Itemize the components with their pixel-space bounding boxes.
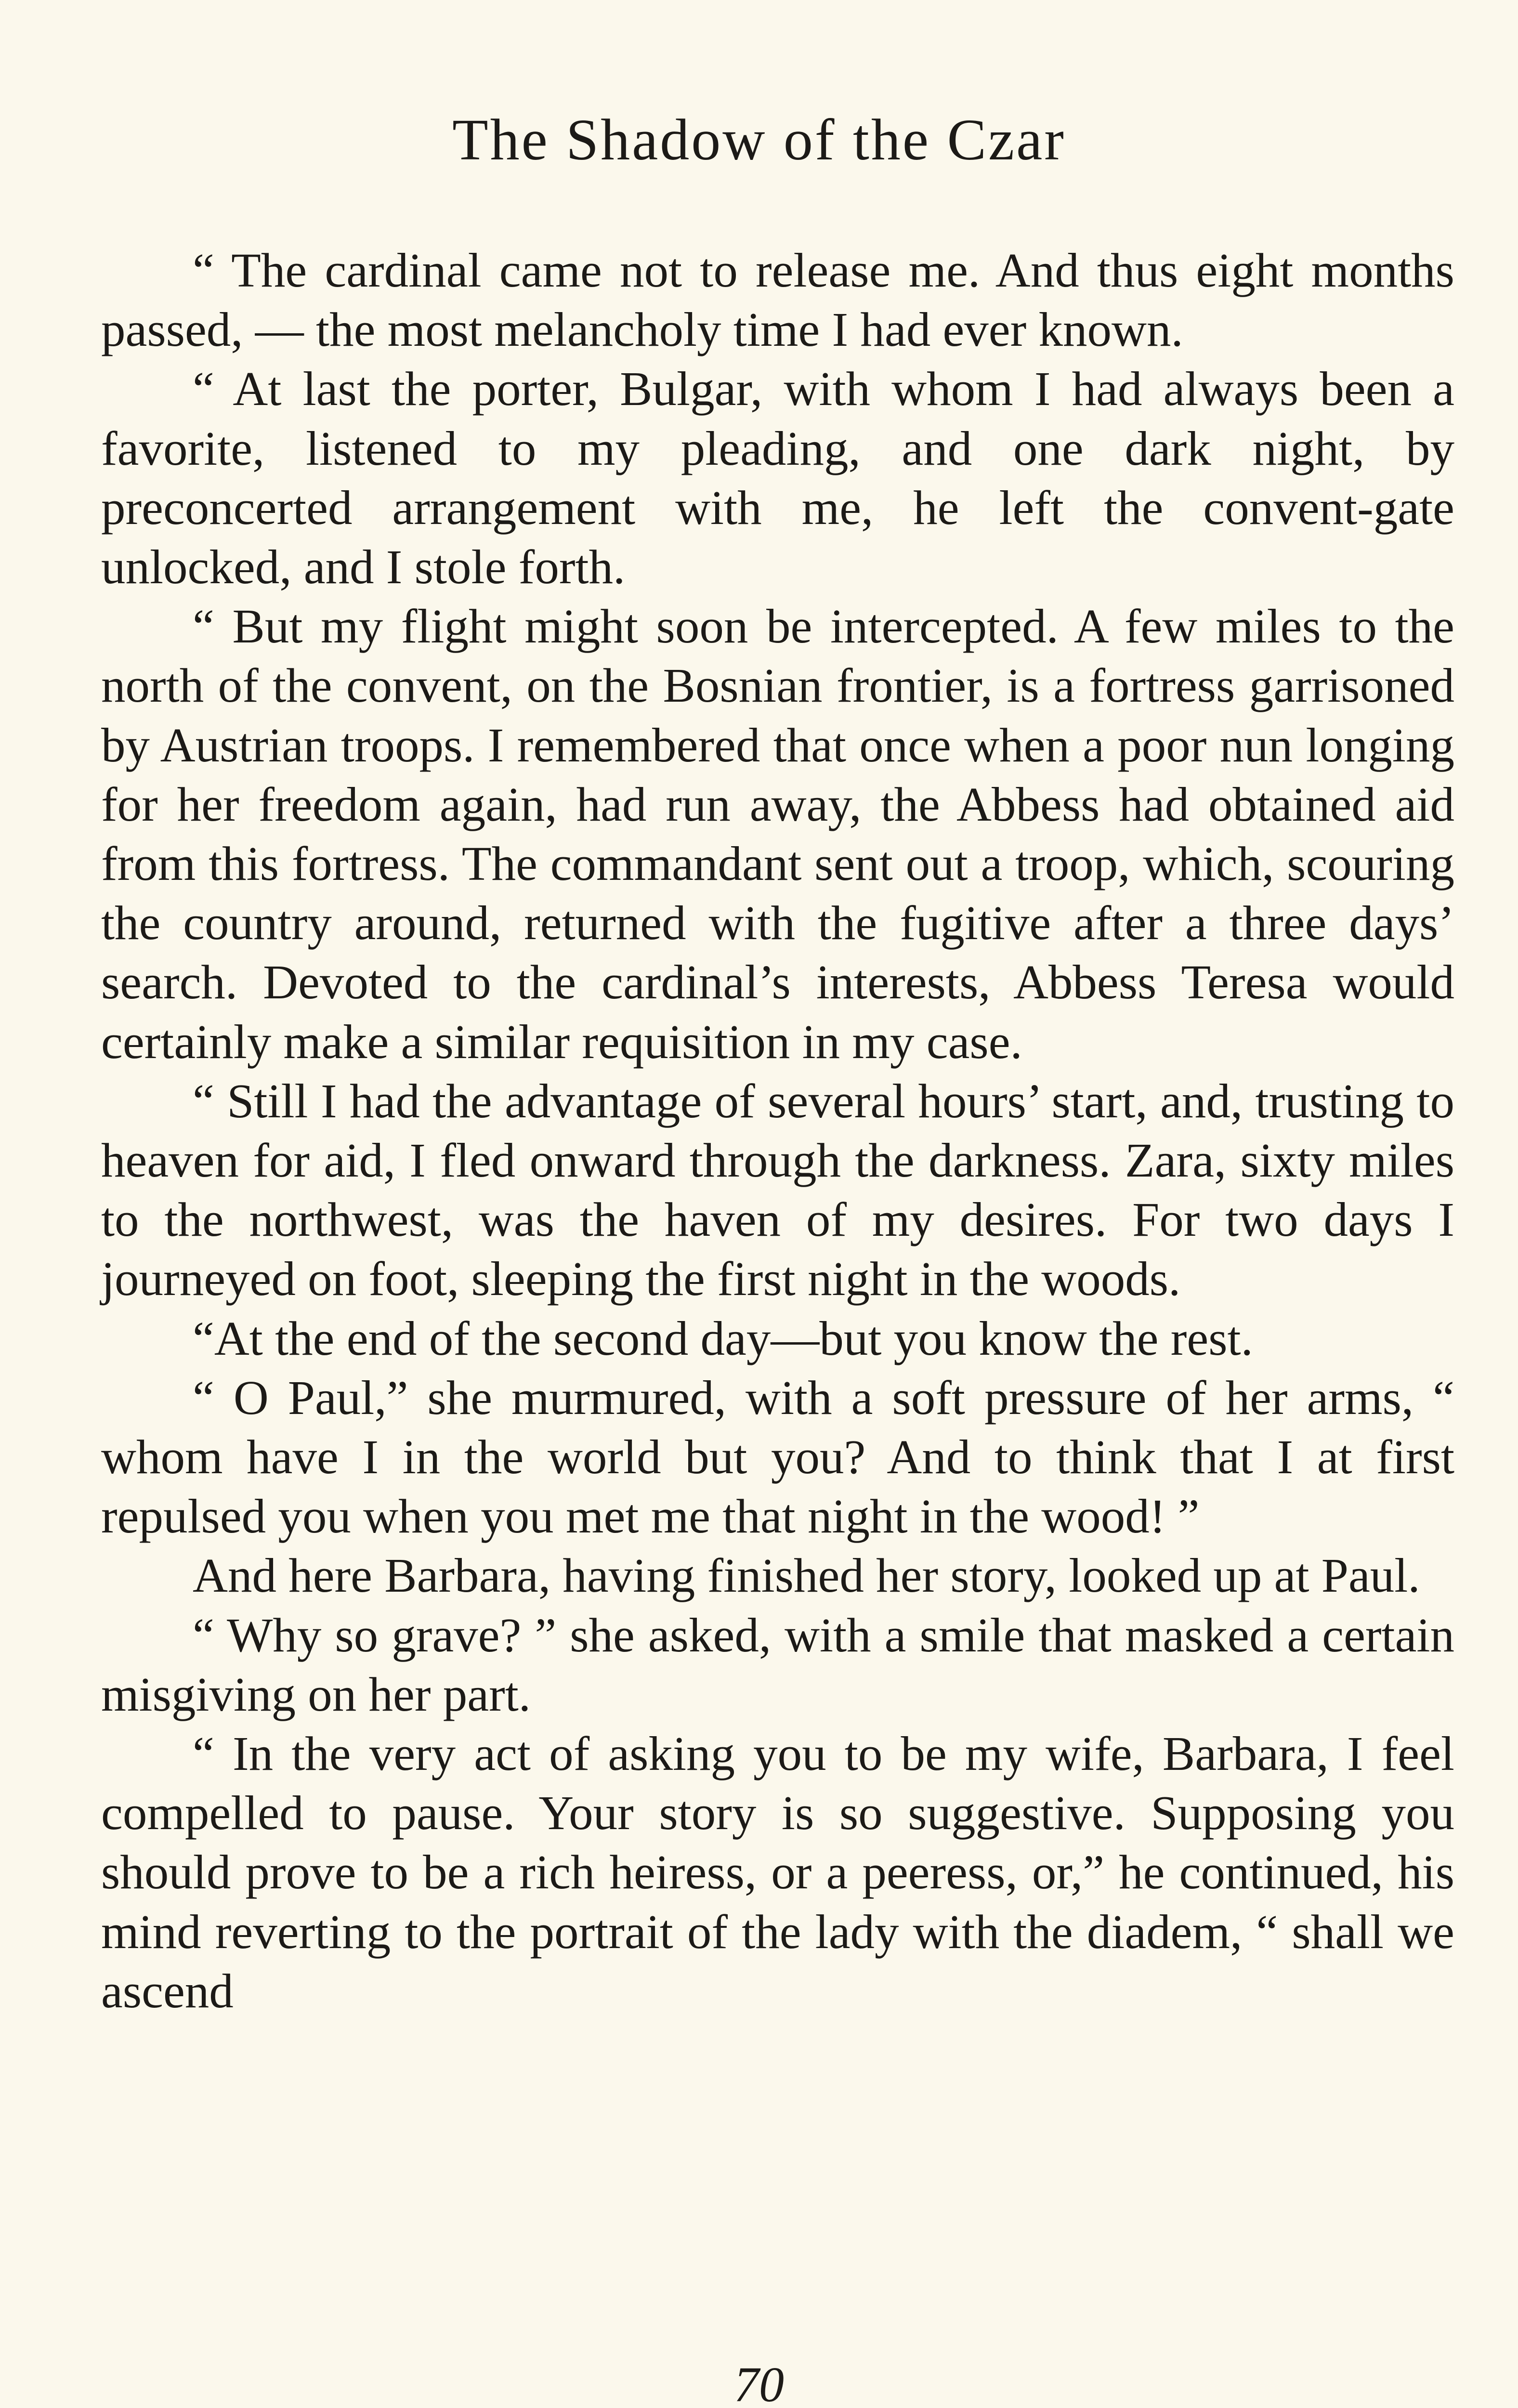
paragraph: “ The cardinal came not to release me. And thus eight months passed, — the most melancholy time I had ever known. xyxy=(101,243,1454,357)
running-head: The Shadow of the Czar xyxy=(452,107,1066,172)
paragraph: “ In the very act of asking you to be my wife, Barbara, I feel compelled to pause. Your story is so suggestive. Supposing you should prove to be a rich heiress, or a peeress, or,” he continued, his mind reverting to the portrait of the lady with the diadem, “ shall we ascend xyxy=(101,1727,1454,2018)
page-number: 70 xyxy=(734,2357,784,2408)
paragraph: “At the end of the second day—but you know the rest. xyxy=(193,1311,1253,1365)
paragraph: “ Why so grave? ” she asked, with a smile that masked a certain misgiving on her part. xyxy=(101,1608,1454,1721)
paragraph: “ Still I had the advantage of several hours’ start, and, trusting to heaven for aid, I fled onward through the darkness. Zara, sixty miles to the northwest, was the haven of my desires. For two days I journeyed on foot, sleeping the first night in the woods. xyxy=(101,1073,1454,1306)
paragraph: “ O Paul,” she murmured, with a soft pressure of her arms, “ whom have I in the world but you? And to think that I at first repulsed you when you met me that night in the wood! ” xyxy=(101,1370,1454,1544)
paragraph: “ At last the porter, Bulgar, with whom I had always been a favorite, listened to my pleading, and one dark night, by preconcerted arrangement with me, he left the convent-gate unlocked, and I stole forth. xyxy=(101,362,1454,594)
body-text xyxy=(101,241,1454,2021)
paragraph: And here Barbara, having finished her story, looked up at Paul. xyxy=(193,1548,1420,1603)
paragraph: “ But my flight might soon be intercepted. A few miles to the north of the convent, on the Bosnian frontier, is a fortress garrisoned by Austrian troops. I remembered that once when a poor nun longing for her freedom again, had run away, the Abbess had obtained aid from this fortress. The commandant sent out a troop, which, scouring the country around, returned with the fugitive after a three days’ search. Devoted to the cardinal’s interests, Abbess Teresa would certainly make a similar requisition in my case. xyxy=(101,599,1454,1069)
